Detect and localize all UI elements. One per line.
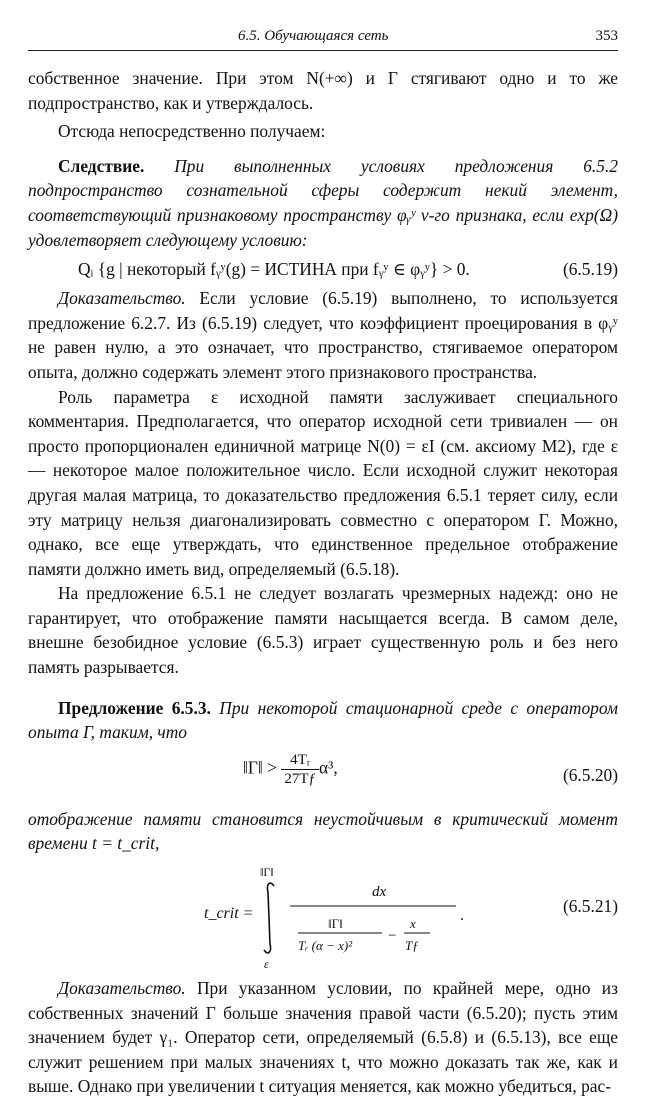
running-header — [28, 26, 618, 51]
integral-lower-limit: ε — [264, 957, 269, 972]
fraction-numerator: 4Tᵣ — [281, 751, 319, 770]
paragraph: Роль параметра ε исходной памяти заслуживает специального комментария. Предполагается, что оператор исходной сети тривиален — он просто пропорционален единичной матрице N(0) = εI (см. аксиому M2), где ε — некоторое малое положительное число. Если исходной служит некоторая другая малая матрица, то доказательство предложения 6.5.1 теряет силу, если эту матрицу нельзя диагонализировать совместно с оператором Γ. Можно, однако, все еще утверждать, что единственное предельное отображение памяти должно иметь вид, определяемый (6.5.18). — [28, 386, 618, 579]
fraction-numerator: dx — [372, 884, 387, 901]
inner-denominator: Tᵣ (α − x)² — [298, 938, 353, 954]
equation-6-5-19 — [28, 254, 618, 284]
proof-text: Если условие (6.5.19) выполнено, то используется предложение 6.2.7. Из (6.5.19) следует, что коэффициент проецирования в φᵧʸ не равен нулю, а это означает, что пространство, стягиваемое оператором опыта, должно содержать элемент этого признакового пространства. — [28, 288, 618, 382]
paragraph: Отсюда непосредственно получаем: — [58, 121, 326, 142]
proof — [28, 976, 618, 1099]
minus-sign: − — [388, 928, 397, 945]
equation-rhs: α³, — [319, 757, 338, 778]
proof-text: При указанном условии, по крайней мере, одно из собственных значений Γ больше значения правой части (6.5.20); пусть этим значением будет γ₁. Оператор сети, определяемый (6.5.8) и (6.5.13), все еще служит решением при малых значениях t, что можно доказать так же, как и выше. Однако при увеличении t ситуация меняется, как можно убедиться, рас- — [28, 978, 618, 1097]
period: . — [460, 907, 464, 925]
equation-expression — [243, 751, 338, 788]
inner-numerator: ‖Γ‖ — [328, 916, 343, 932]
equation-number: (6.5.21) — [562, 896, 618, 917]
equation-expression: Qᵢ {g | некоторый fᵧʸ(g) = ИСТИНА при fᵧʸ ∈ φᵧʸ} > 0. — [78, 259, 470, 280]
paragraph: отображение памяти становится неустойчивым в критический момент времени t = t_crit, — [28, 808, 618, 854]
section-title: 6.5. Обучающаяся сеть — [238, 28, 389, 44]
proposition-text: При некоторой стационарной среде с оператором опыта Γ, таким, что — [28, 697, 618, 743]
equation-lhs: t_crit = — [204, 905, 254, 923]
x-numerator: x — [410, 916, 416, 932]
paragraph: На предложение 6.5.1 не следует возлагать чрезмерных надежд: оно не гарантирует, что отображение памяти насыщается всегда. В самом деле, внешне безобидное условие (6.5.3) играет существенную роль и без него память разрывается. — [28, 583, 618, 678]
equation-6-5-20 — [28, 747, 618, 805]
corollary-text: При выполненных условиях предложения 6.5.2 подпространство сознательной сферы содержит некий элемент, соответствующий признаковому пространству φᵧʸ ν-го признака, если exp(Ω) удовлетворяет следующему условию: — [28, 155, 618, 250]
fraction — [281, 751, 319, 788]
paragraph: собственное значение. При этом N(+∞) и Γ стягивают одно и то же подпространство, как и утверждалось. — [28, 68, 618, 113]
page-number: 353 — [595, 28, 618, 44]
integral-formula — [28, 858, 508, 974]
corollary-label: Следствие. — [58, 155, 145, 176]
proof-label: Доказательство. — [58, 288, 186, 309]
proof-label: Доказательство. — [58, 978, 186, 999]
equation-number: (6.5.20) — [562, 764, 618, 785]
proposition-label: Предложение 6.5.3. — [58, 697, 211, 718]
body-text — [28, 66, 618, 1099]
x-denominator: Tƒ — [405, 938, 419, 954]
equation-number: (6.5.19) — [562, 259, 618, 280]
proof — [28, 286, 618, 384]
integral-upper-limit: ‖Γ‖ — [260, 865, 274, 880]
fraction-denominator: 27Tƒ — [284, 770, 317, 787]
integral-sign-icon — [264, 883, 274, 953]
equation-6-5-21 — [28, 858, 618, 974]
equation-lhs: ‖Γ‖ > — [243, 757, 277, 778]
corollary — [28, 154, 618, 252]
proposition — [28, 696, 618, 745]
